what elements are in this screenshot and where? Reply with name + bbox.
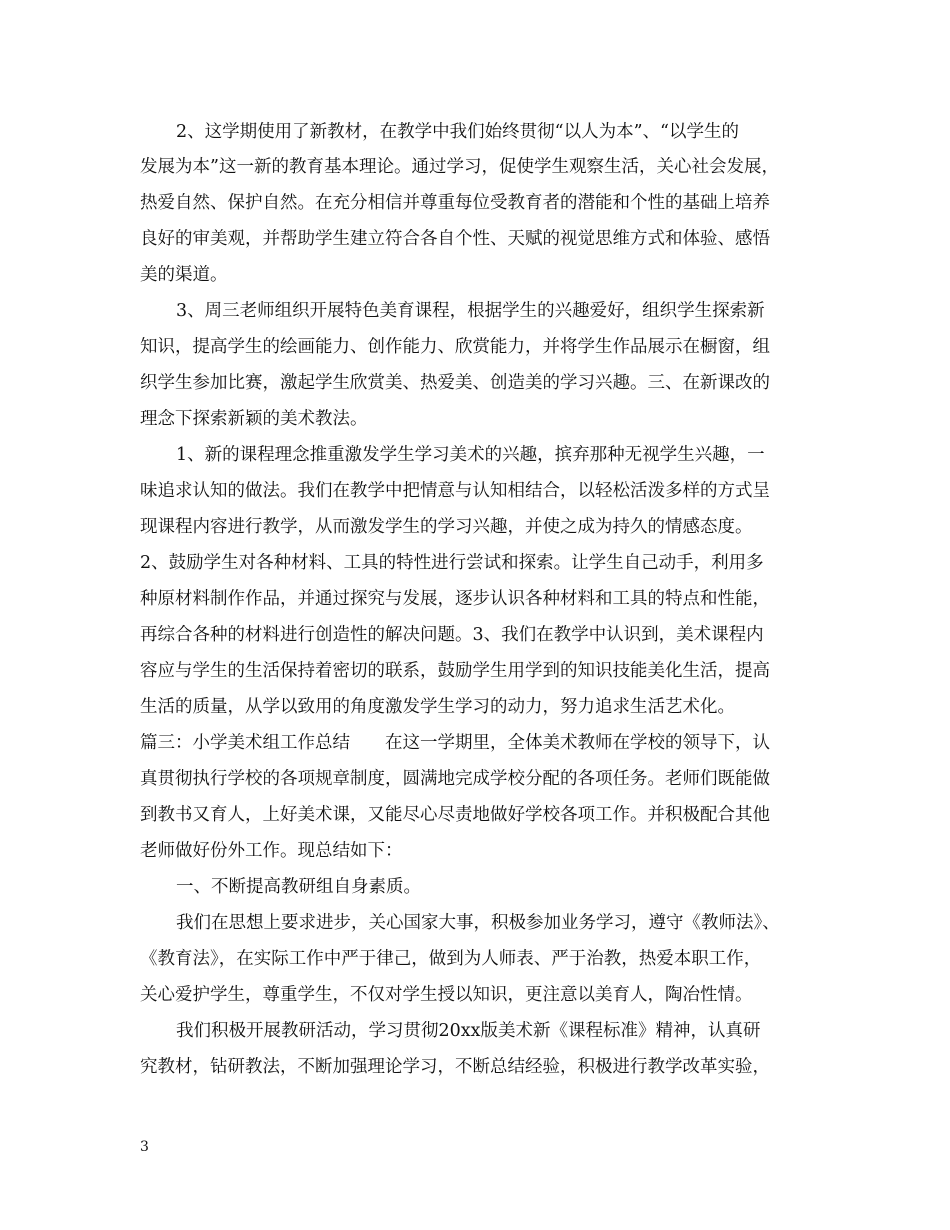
text-line: 我们积极开展教研活动，学习贯彻20xx版美术新《课程标准》精神，认真研	[176, 1021, 761, 1041]
section-heading: 一、不断提高教研组自身素质。	[176, 877, 421, 897]
text-line: 容应与学生的生活保持着密切的联系，鼓励学生用学到的知识技能美化生活，提高	[140, 661, 770, 681]
text-line: 老师做好份外工作。现总结如下：	[140, 841, 403, 861]
text-line: 发展为本”这一新的教育基本理论。通过学习，促使学生观察生活，关心社会发展，	[140, 157, 779, 177]
text-line: 理念下探索新颖的美术教法。	[140, 409, 368, 429]
text-line: 3、周三老师组织开展特色美育课程，根据学生的兴趣爱好，组织学生探索新	[176, 301, 765, 321]
text-line: 2、这学期使用了新教材，在教学中我们始终贯彻“以人为本”、“以学生的	[176, 122, 739, 142]
text-line: 现课程内容进行教学，从而激发学生的学习兴趣，并使之成为持久的情感态度。	[140, 517, 753, 537]
text-line: 《教育法》，在实际工作中严于律己，做到为人师表、严于治教，热爱本职工作，	[140, 949, 762, 969]
text-line: 织学生参加比赛，激起学生欣赏美、热爱美、创造美的学习兴趣。三、在新课改的	[140, 373, 770, 393]
text-line: 生活的质量，从学以致用的角度激发学生学习的动力，努力追求生活艺术化。	[140, 697, 735, 717]
text-line: 2、鼓励学生对各种材料、工具的特性进行尝试和探索。让学生自己动手，利用多	[140, 553, 764, 573]
text-line: 1、新的课程理念推重激发学生学习美术的兴趣，摈弃那种无视学生兴趣，一	[176, 445, 765, 465]
text-line: 热爱自然、保护自然。在充分相信并尊重每位受教育者的潜能和个性的基础上培养	[140, 193, 770, 213]
text-line: 美的渠道。	[140, 265, 228, 285]
text-line: 到教书又育人，上好美术课，又能尽心尽责地做好学校各项工作。并积极配合其他	[140, 805, 770, 825]
text-line: 究教材，钻研教法，不断加强理论学习，不断总结经验，积极进行教学改革实验，	[140, 1057, 770, 1077]
text-line: 我们在思想上要求进步，关心国家大事，积极参加业务学习，遵守《教师法》、	[176, 913, 780, 933]
text-line: 味追求认知的做法。我们在教学中把情意与认知相结合，以轻松活泼多样的方式呈	[140, 481, 770, 501]
text-line: 知识，提高学生的绘画能力、创作能力、欣赏能力，并将学生作品展示在橱窗，组	[140, 337, 770, 357]
text-line: 种原材料制作作品，并通过探究与发展，逐步认识各种材料和工具的特点和性能，	[140, 589, 770, 609]
page-number: 3	[140, 1139, 149, 1155]
text-line: 良好的审美观，并帮助学生建立符合各自个性、天赋的视觉思维方式和体验、感悟	[140, 229, 770, 249]
text-line: 关心爱护学生，尊重学生，不仅对学生授以知识，更注意以美育人，陶冶性情。	[140, 985, 753, 1005]
text-line: 真贯彻执行学校的各项规章制度，圆满地完成学校分配的各项任务。老师们既能做	[140, 769, 770, 789]
text-line: 篇三：小学美术组工作总结 在这一学期里，全体美术教师在学校的领导下，认	[140, 733, 770, 753]
text-line: 再综合各种的材料进行创造性的解决问题。3、我们在教学中认识到，美术课程内	[140, 625, 764, 645]
